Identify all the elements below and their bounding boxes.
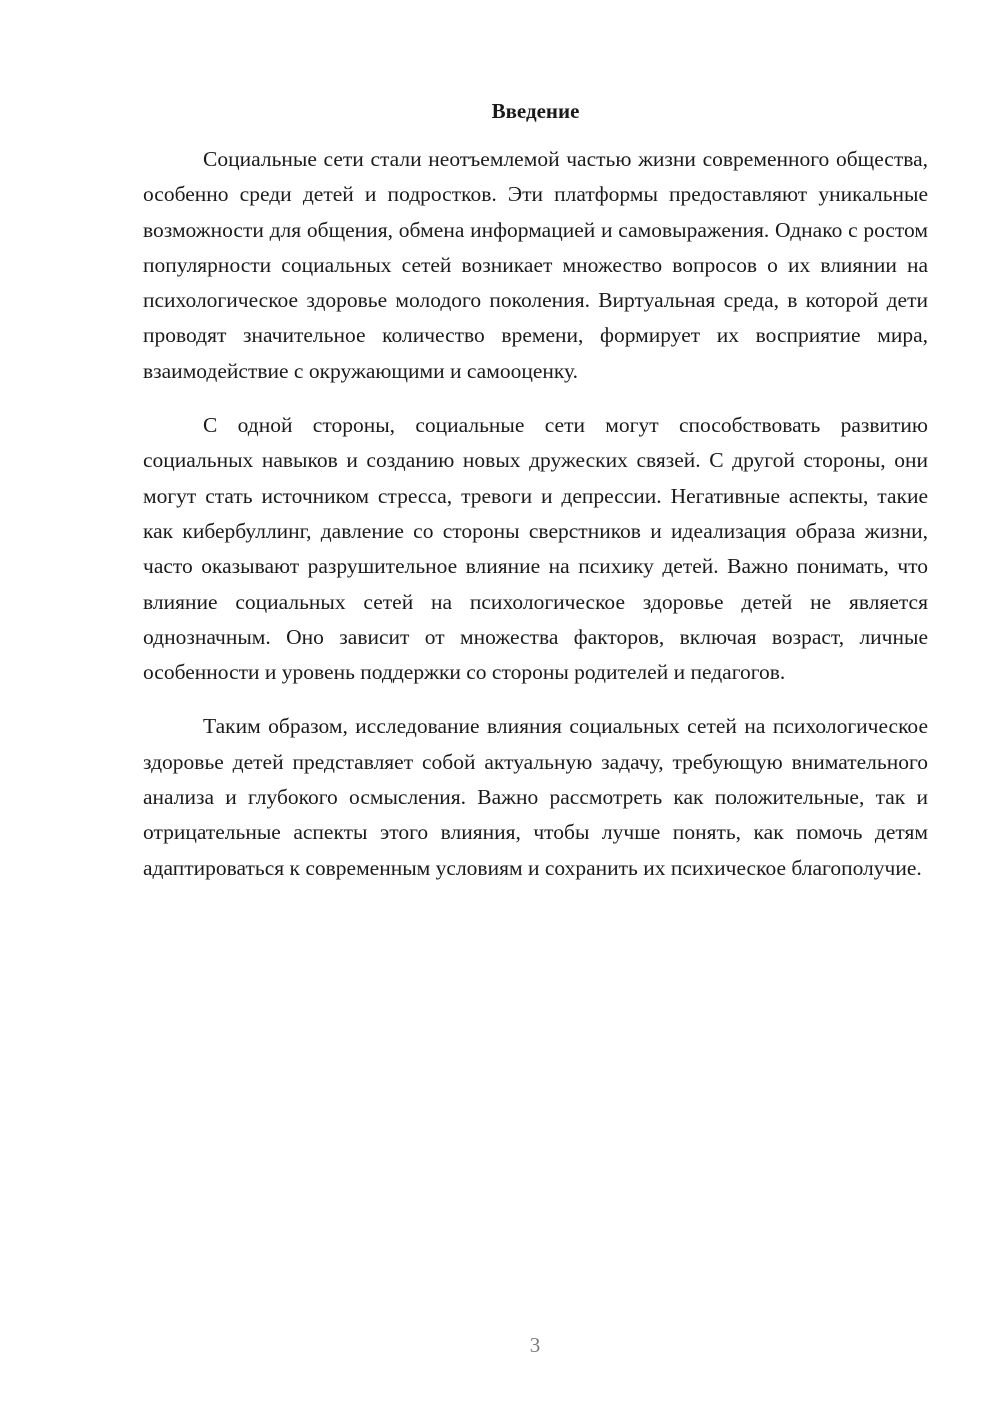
page-number: 3 (529, 1333, 541, 1357)
paragraph-2: С одной стороны, социальные сети могут способствовать развитию социальных навыков и созданию новых дружеских связей. С другой стороны, они могут стать источником стресса, тревоги и депрессии. Негативные аспекты, такие как кибербуллинг, давление со стороны сверстников и идеализация образа жизни, часто оказывают разрушительное влияние на психику детей. Важно понимать, что влияние социальных сетей на психологическое здоровье детей не является однозначным. Оно зависит от множества факторов, включая возраст, личные особенности и уровень поддержки со стороны родителей и педагогов. (143, 413, 928, 685)
paragraph-1: Социальные сети стали неотъемлемой частью жизни современного общества, особенно среди детей и подростков. Эти платформы предоставляют уникальные возможности для общения, обмена информацией и самовыражения. Однако с ростом популярности социальных сетей возникает множество вопросов о их влиянии на психологическое здоровье молодого поколения. Виртуальная среда, в которой дети проводят значительное количество времени, формирует их восприятие мира, взаимодействие с окружающими и самооценку. (143, 147, 928, 383)
page-content (143, 96, 928, 886)
paragraph-3: Таким образом, исследование влияния социальных сетей на психологическое здоровье детей представляет собой актуальную задачу, требующую внимательного анализа и глубокого осмысления. Важно рассмотреть как положительные, так и отрицательные аспекты этого влияния, чтобы лучше понять, как помочь детям адаптироваться к современным условиям и сохранить их психическое благополучие. (143, 714, 928, 880)
section-title: Введение (491, 99, 580, 123)
